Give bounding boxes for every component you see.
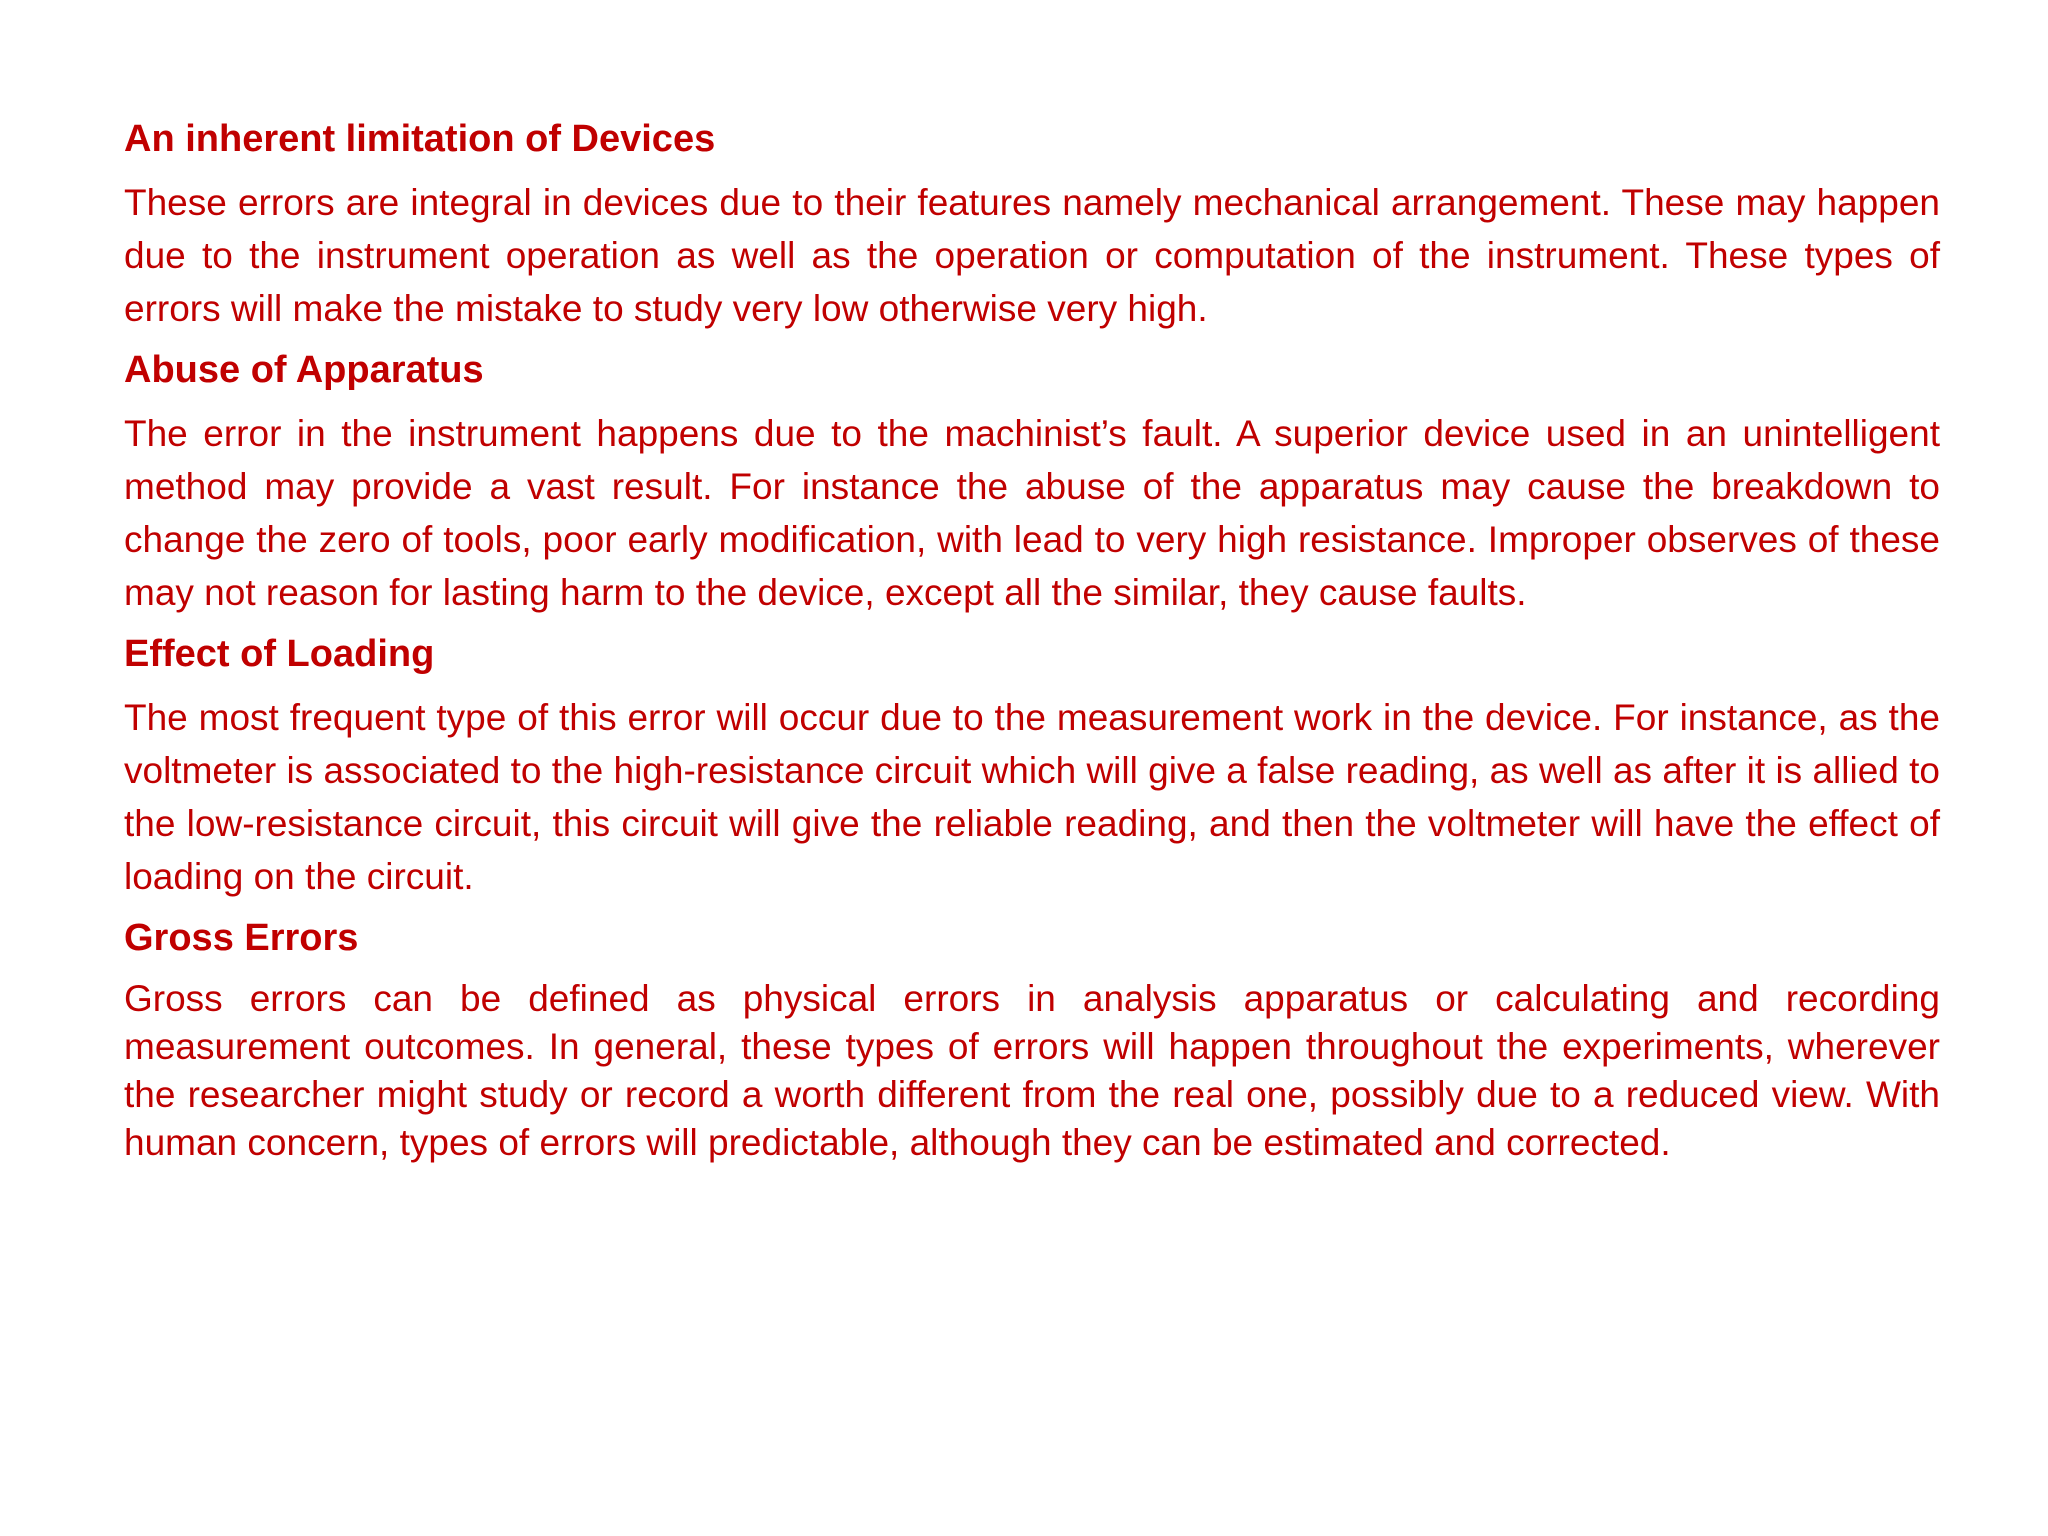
section-heading-inherent-limitation: An inherent limitation of Devices [124, 118, 716, 160]
section-body-inherent-limitation: These errors are integral in devices due to their features namely mechanical arrangement. These may happen due to the instrument operation as well as the operation or computation of the instrument. These types of errors will make the mistake to study very low otherwise very high. [124, 182, 1940, 329]
document-page [124, 116, 1940, 1179]
section-body-effect-of-loading: The most frequent type of this error will occur due to the measurement work in the device. For instance, as the voltmeter is associated to the high-resistance circuit which will give a false reading, as well as after it is allied to the low-resistance circuit, this circuit will give the reliable reading, and then the voltmeter will have the effect of loading on the circuit. [124, 697, 1940, 897]
section-body-abuse-of-apparatus: The error in the instrument happens due to the machinist’s fault. A superior device used in an unintelligent method may provide a vast result. For instance the abuse of the apparatus may cause the breakdown to change the zero of tools, poor early modification, with lead to very high resistance. Improper observes of these may not reason for lasting harm to the device, except all the similar, they cause faults. [124, 413, 1940, 613]
section-body-gross-errors: Gross errors can be defined as physical errors in analysis apparatus or calculating and recording measurement outcomes. In general, these types of errors will happen throughout the experiments, wherever the researcher might study or record a worth different from the real one, possibly due to a reduced view. With human concern, types of errors will predictable, although they can be estimated and corrected. [124, 978, 1940, 1163]
section-heading-gross-errors: Gross Errors [124, 917, 359, 959]
section-heading-effect-of-loading: Effect of Loading [124, 633, 435, 675]
section-heading-abuse-of-apparatus: Abuse of Apparatus [124, 349, 484, 391]
